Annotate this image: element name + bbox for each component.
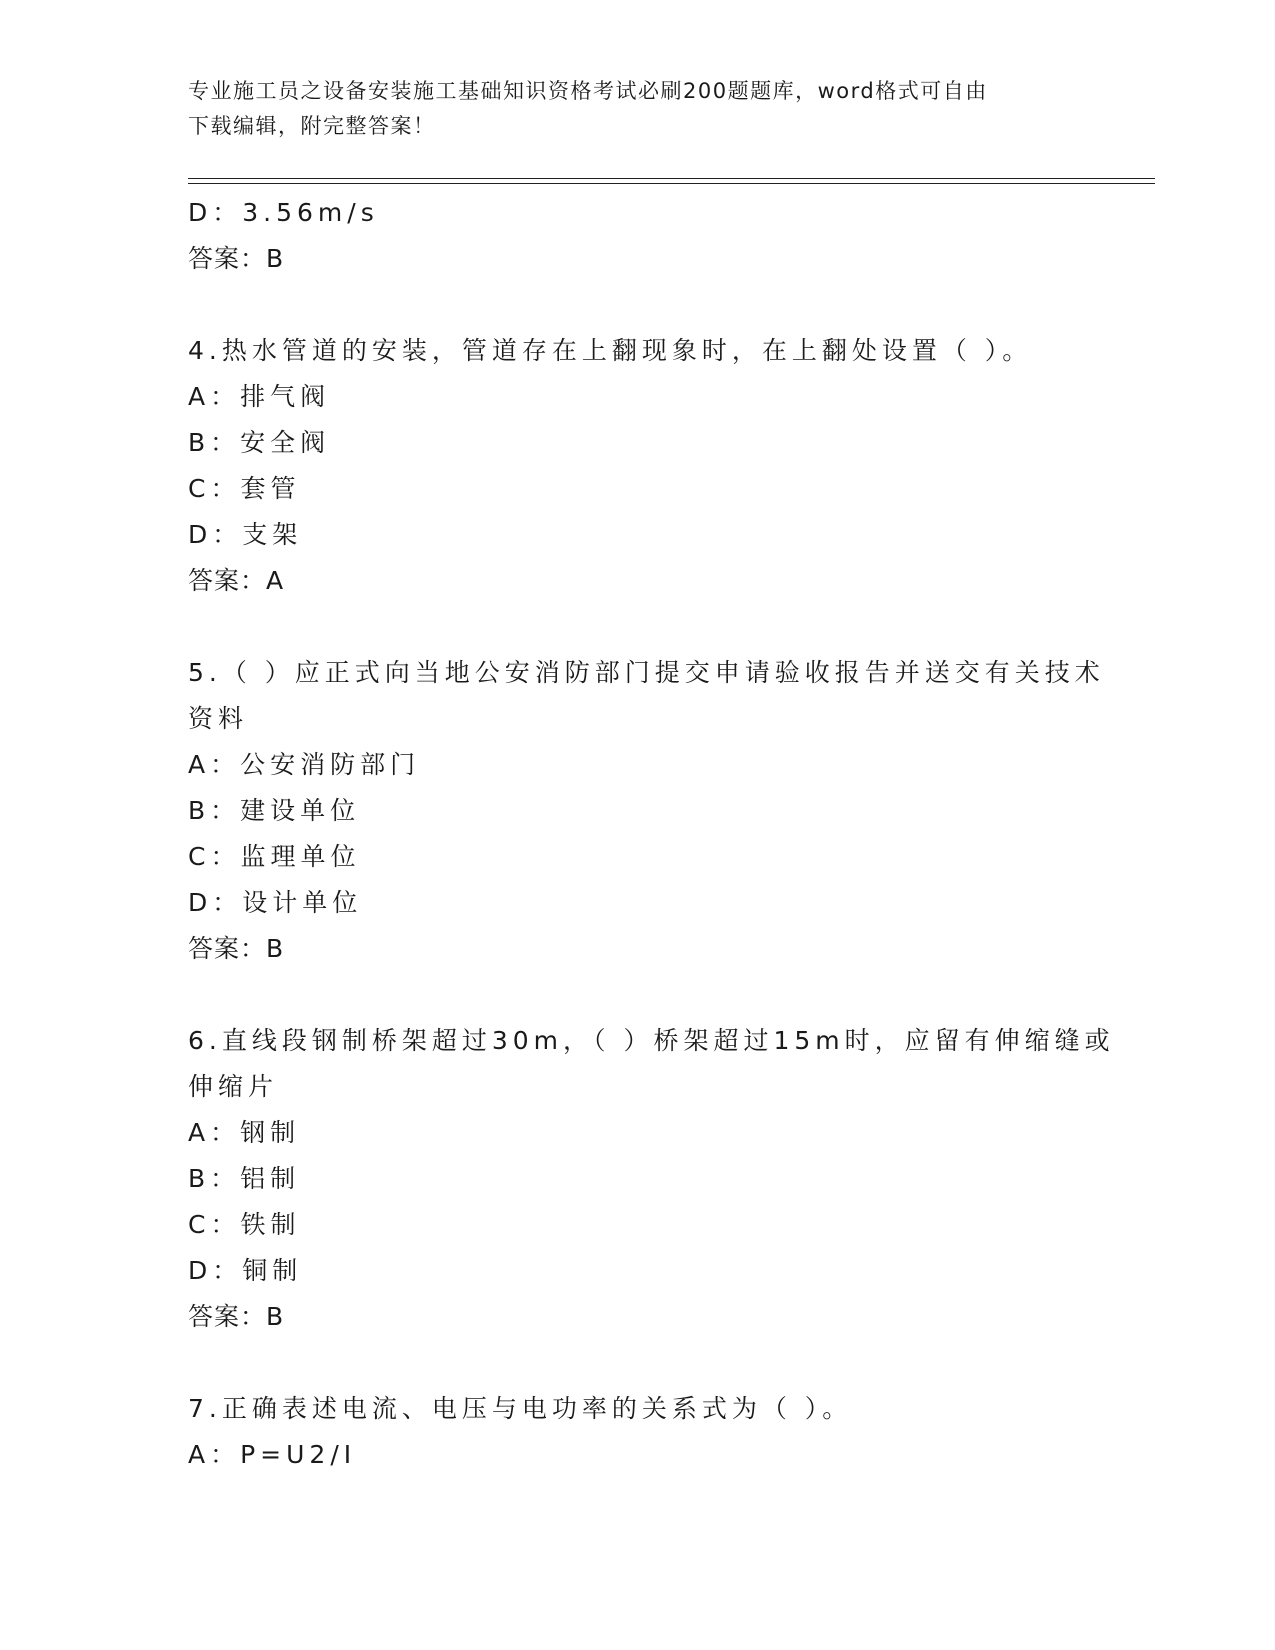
option-b: B：铝制 <box>188 1164 301 1193</box>
question-stem: 5.（ ）应正式向当地公安消防部门提交申请验收报告并送交有关技术 <box>188 658 1105 687</box>
answer-text: 答案：A <box>188 566 285 595</box>
answer-text: 答案：B <box>188 1302 285 1331</box>
option-d: D：3.56m/s <box>188 198 379 227</box>
header-title-line-2: 下载编辑，附完整答案！ <box>188 114 436 138</box>
answer-text: 答案：B <box>188 244 285 273</box>
spacer <box>188 972 1088 1018</box>
question-stem-continued: 资料 <box>188 704 249 733</box>
option-a: A：排气阀 <box>188 382 331 411</box>
question-stem-continued: 伸缩片 <box>188 1072 279 1101</box>
option-c: C：套管 <box>188 474 301 503</box>
option-b: B：建设单位 <box>188 796 361 825</box>
option-a: A：公安消防部门 <box>188 750 421 779</box>
answer-text: 答案：B <box>188 934 285 963</box>
option-d: D：设计单位 <box>188 888 363 917</box>
spacer <box>188 282 1088 328</box>
option-d: D：支架 <box>188 520 303 549</box>
question-stem: 6.直线段钢制桥架超过30m，（ ）桥架超过15m时，应留有伸缩缝或 <box>188 1026 1115 1055</box>
question-list <box>188 190 1115 1478</box>
question-7 <box>188 1386 1088 1478</box>
question-4 <box>188 328 1088 604</box>
question-stem: 4.热水管道的安装，管道存在上翻现象时，在上翻处设置（ ）。 <box>188 336 1033 365</box>
previous-question-tail <box>188 190 1088 282</box>
header-divider-bottom <box>188 183 1155 184</box>
option-a: A：P=U2/I <box>188 1440 357 1469</box>
question-5 <box>188 650 1105 972</box>
spacer <box>188 1340 1088 1386</box>
header-divider-top <box>188 178 1155 179</box>
document-header <box>188 74 1088 144</box>
header-title-line-1: 专业施工员之设备安装施工基础知识资格考试必刷200题题库，word格式可自由 <box>188 79 988 103</box>
option-b: B：安全阀 <box>188 428 331 457</box>
option-c: C：铁制 <box>188 1210 301 1239</box>
question-6 <box>188 1018 1115 1340</box>
question-stem: 7.正确表述电流、电压与电功率的关系式为（ ）。 <box>188 1394 853 1423</box>
option-a: A：钢制 <box>188 1118 301 1147</box>
spacer <box>188 604 1088 650</box>
option-d: D：铜制 <box>188 1256 303 1285</box>
option-c: C：监理单位 <box>188 842 361 871</box>
